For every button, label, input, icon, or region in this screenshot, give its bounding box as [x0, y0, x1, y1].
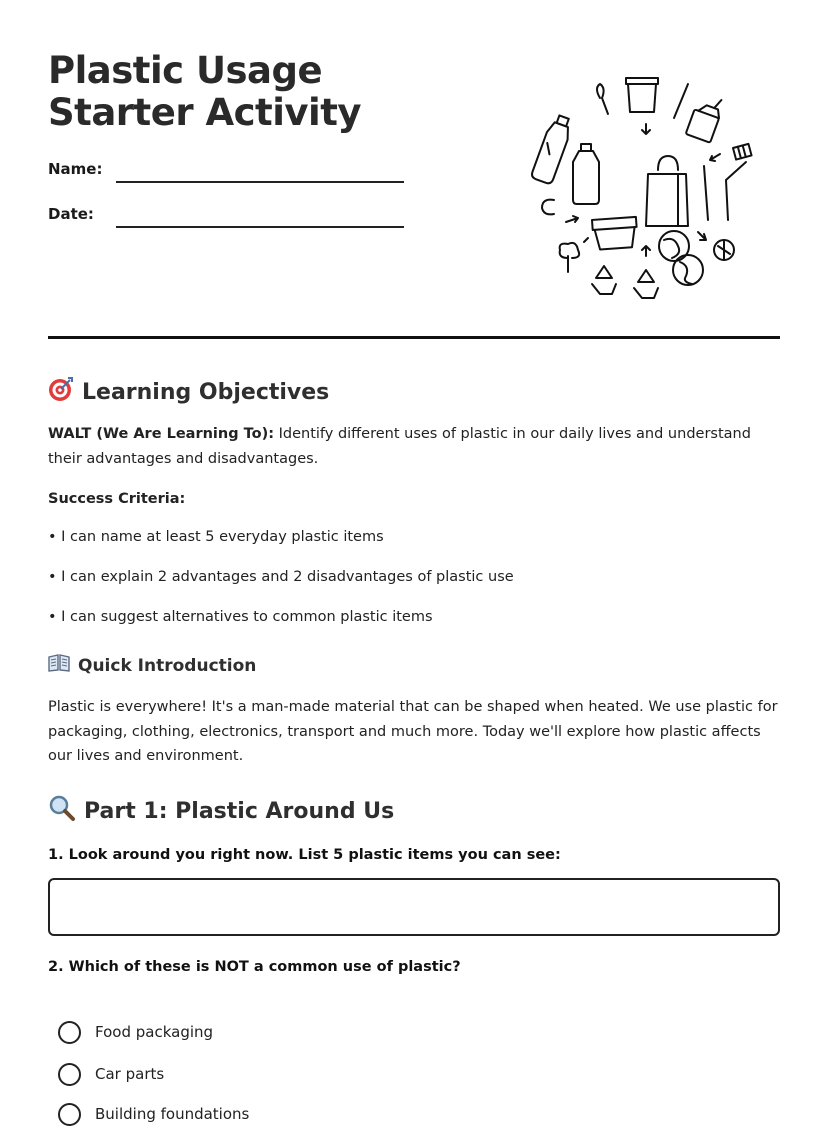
arrow-icon [710, 154, 720, 161]
target-icon [48, 376, 74, 408]
criteria-item: • I can explain 2 advantages and 2 disadvantages of plastic use [48, 569, 514, 585]
question-1: 1. Look around you right now. List 5 plastic items you can see: [48, 847, 561, 863]
option-car-parts[interactable] [58, 1062, 164, 1086]
option-building-foundations[interactable] [58, 1102, 249, 1126]
tree-icon [560, 243, 579, 272]
radio-button[interactable] [58, 1063, 81, 1086]
question-1-answer-box[interactable] [48, 878, 780, 936]
question-2: 2. Which of these is NOT a common use of plastic? [48, 959, 461, 975]
part1-heading-text: Part 1: Plastic Around Us [84, 798, 395, 824]
date-field-row [48, 205, 408, 229]
objectives-heading-text: Learning Objectives [82, 379, 330, 405]
criteria-item: • I can name at least 5 everyday plastic items [48, 529, 384, 545]
option-label: Food packaging [95, 1023, 214, 1041]
carton-icon [686, 92, 725, 142]
name-label: Name: [48, 160, 103, 178]
success-criteria-label: Success Criteria: [48, 491, 186, 507]
name-field-row [48, 160, 408, 184]
walt-label: WALT (We Are Learning To): [48, 426, 274, 442]
part1-heading [48, 794, 394, 828]
walt-text: Identify different uses of plastic in our daily lives and understand their advantages and disadvantages. [48, 426, 751, 467]
header-divider [48, 336, 780, 339]
magnifier-icon [48, 794, 76, 828]
bent-straw-icon [726, 162, 746, 220]
cycle-icon [542, 200, 554, 215]
option-label: Car parts [95, 1065, 165, 1083]
recycle-icon [634, 270, 658, 298]
date-label: Date: [48, 205, 94, 223]
introduction-heading [48, 654, 256, 677]
introduction-heading-text: Quick Introduction [78, 655, 257, 676]
bag-icon [646, 156, 688, 226]
objectives-heading [48, 376, 329, 408]
page-title: Plastic Usage Starter Activity [48, 49, 362, 134]
introduction-text: Plastic is everywhere! It's a man-made material that can be shaped when heated. We use plastic for packaging, clothing, electronics, transport and much more. Today we'll explore how plastic affects our lives and environment. [48, 699, 778, 764]
plastic-items-illustration [528, 70, 768, 310]
cup-icon [626, 78, 658, 112]
arrow-icon [642, 246, 650, 256]
date-input-line[interactable] [116, 226, 404, 228]
recycle-icon [592, 266, 616, 294]
bottle-icon [531, 113, 575, 184]
name-input-line[interactable] [116, 181, 404, 183]
straw-icon [704, 166, 708, 220]
small-bottle-icon [573, 144, 599, 204]
container-icon [592, 217, 638, 250]
radio-button[interactable] [58, 1021, 81, 1044]
option-food-packaging[interactable] [58, 1020, 213, 1044]
small-cup-icon [733, 144, 752, 160]
arrow-icon [566, 216, 578, 222]
option-label: Building foundations [95, 1105, 250, 1123]
arrow-icon [642, 124, 650, 134]
walt-paragraph [48, 422, 780, 471]
book-icon [48, 654, 70, 677]
arrow-icon [698, 232, 706, 240]
arrow-icon [584, 238, 588, 242]
radio-button[interactable] [58, 1103, 81, 1126]
spoon-icon [597, 84, 608, 114]
criteria-item: • I can suggest alternatives to common plastic items [48, 609, 433, 625]
straw-icon [674, 84, 688, 118]
